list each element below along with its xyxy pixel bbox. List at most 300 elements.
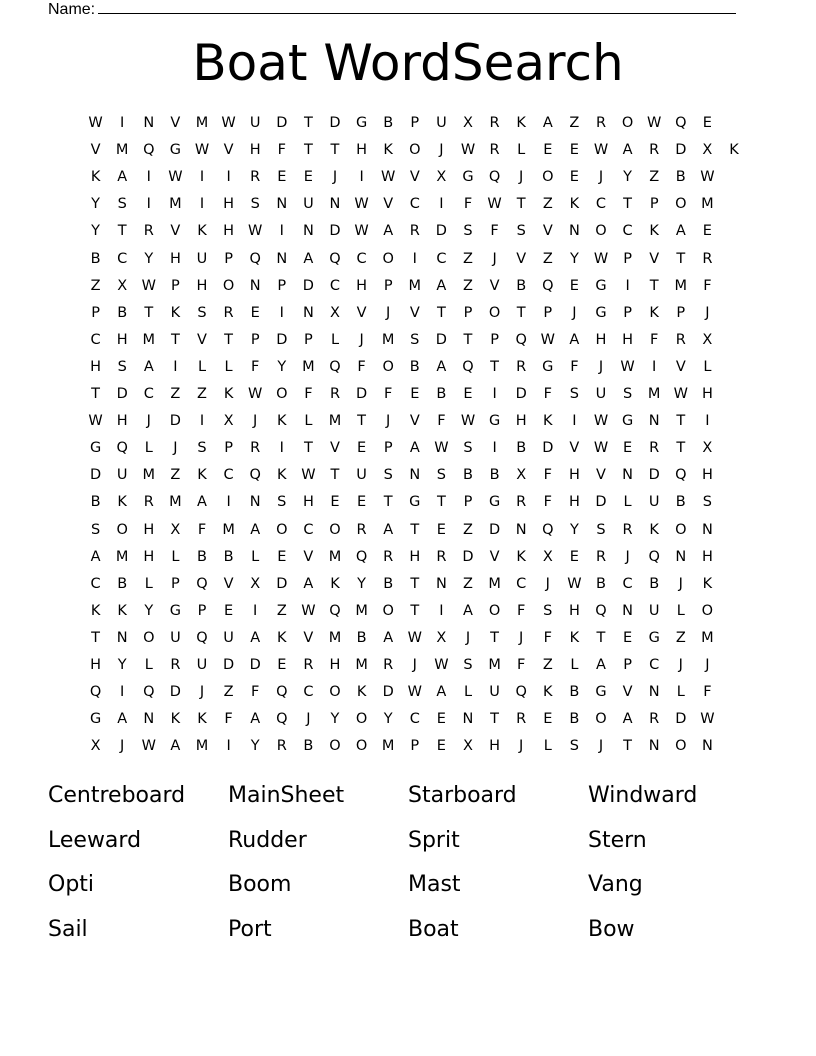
grid-letter: M [408,277,422,294]
grid-letter: R [622,521,633,538]
grid-letter: I [279,223,284,240]
grid-letter: J [705,304,710,321]
grid-letter: B [117,304,128,321]
grid-letter: S [197,440,207,457]
grid-letter: I [253,602,258,619]
grid-letter: X [702,142,713,159]
grid-letter: G [462,169,474,186]
grid-letter: T [676,440,686,457]
grid-letter: K [223,386,234,402]
grid-letter: I [120,115,125,131]
grid-letter: C [622,575,633,592]
word-list-item: Vang [588,872,643,897]
grid-letter: U [356,467,367,484]
grid-letter: H [701,386,713,402]
grid-letter: C [595,196,607,213]
grid-letter: K [702,575,713,592]
grid-letter: W [141,738,156,755]
grid-letter: K [170,304,181,321]
grid-letter: X [436,169,447,186]
grid-letter: R [409,223,420,240]
grid-letter: M [169,494,182,511]
grid-letter: R [649,440,660,457]
grid-letter: Y [250,738,260,755]
grid-letter: G [595,684,607,701]
grid-letter: H [515,413,527,430]
grid-letter: Q [143,142,155,159]
word-list-item: Rudder [228,827,307,853]
grid-letter: Z [463,250,473,267]
grid-letter: X [542,548,553,565]
grid-letter: S [197,304,207,321]
grid-letter: Y [91,196,101,213]
grid-letter: W [248,223,263,240]
grid-letter: E [277,657,287,673]
grid-letter: J [359,331,364,348]
grid-letter: W [88,413,103,430]
grid-letter: B [649,575,660,592]
grid-letter: W [620,358,635,375]
grid-letter: F [543,467,552,484]
grid-letter: O [542,169,554,186]
grid-letter: N [568,223,580,240]
grid-letter: T [170,331,180,348]
grid-letter: H [196,277,208,294]
grid-letter: M [222,521,235,538]
grid-letter: N [701,738,713,755]
grid-letter: A [250,521,261,538]
grid-letter: F [197,521,207,538]
grid-letter: P [383,277,393,294]
grid-letter: T [410,521,420,538]
grid-letter: K [117,602,127,619]
grid-letter: G [488,413,501,430]
grid-letter: W [593,413,609,430]
grid-letter: P [277,277,287,294]
grid-letter: F [277,142,286,159]
grid-letter: S [383,467,393,484]
grid-letter: Y [330,711,340,728]
grid-letter: G [89,440,102,457]
grid-letter: Q [249,467,261,484]
grid-letter: E [436,521,446,538]
grid-letter: G [595,304,607,321]
grid-letter: W [700,169,715,186]
grid-letter: X [702,331,713,348]
grid-letter: A [622,142,633,159]
grid-letter: H [249,142,261,159]
grid-letter: J [199,684,205,701]
grid-letter: L [144,657,153,673]
grid-letter: N [622,467,634,484]
grid-letter: P [463,494,473,511]
grid-letter: M [381,738,395,755]
grid-letter: P [490,331,499,348]
grid-letter: Q [488,169,501,186]
grid-letter: K [197,223,207,240]
grid-letter: J [705,657,710,673]
grid-letter: D [542,440,554,457]
grid-letter: E [702,115,712,131]
grid-letter: X [90,738,101,755]
grid-letter: J [465,629,471,646]
grid-letter: K [729,142,739,159]
grid-letter: B [409,358,420,375]
grid-letter: A [197,494,207,511]
word-list-item: Leeward [48,827,142,853]
grid-letter: N [249,494,261,511]
grid-letter: B [569,684,580,701]
grid-letter: Z [463,575,473,592]
grid-letter: T [91,629,101,646]
grid-letter: W [434,440,449,457]
grid-letter: N [249,277,261,294]
grid-letter: D [169,684,181,701]
grid-letter: F [517,657,526,673]
grid-letter: O [488,602,501,619]
grid-letter: T [410,575,420,592]
grid-letter: B [383,575,394,592]
grid-letter: Z [542,657,553,673]
grid-letter: Y [91,223,101,240]
grid-letter: O [116,521,128,538]
grid-letter: D [675,711,687,728]
grid-letter: E [702,223,712,240]
grid-letter: V [170,223,181,240]
grid-letter: O [488,304,501,321]
grid-letter: D [462,548,474,565]
grid-letter: T [436,304,446,321]
grid-letter: M [302,358,315,375]
grid-letter: A [409,440,420,457]
grid-letter: C [409,196,420,213]
grid-letter: A [569,331,580,348]
grid-letter: B [223,548,234,565]
grid-letter: O [276,386,288,402]
grid-letter: I [279,440,284,457]
grid-letter: B [569,711,580,728]
grid-letter: D [276,331,288,348]
grid-letter: C [90,575,101,592]
grid-letter: D [223,657,235,673]
grid-letter: O [329,738,341,755]
grid-letter: J [146,413,151,430]
grid-letter: B [303,738,314,755]
grid-letter: P [410,115,420,131]
grid-letter: V [622,684,633,701]
grid-letter: O [701,602,714,619]
grid-letter: H [116,413,128,430]
grid-letter: Z [542,250,553,267]
grid-letter: L [623,494,632,511]
grid-letter: I [439,602,444,619]
grid-letter: R [516,711,527,728]
grid-letter: O [595,711,607,728]
grid-letter: L [703,358,712,375]
grid-letter: P [171,575,180,592]
grid-letter: V [409,169,420,186]
grid-letter: P [649,196,659,213]
word-list-item: Boom [228,872,292,897]
grid-letter: N [276,196,288,213]
grid-letter: J [332,169,338,186]
grid-letter: F [304,386,313,402]
grid-letter: S [277,494,287,511]
grid-letter: B [516,277,527,294]
grid-letter: J [519,169,524,186]
grid-letter: K [356,684,367,701]
grid-letter: I [439,196,444,213]
grid-letter: H [356,277,368,294]
grid-letter: X [463,738,473,755]
grid-letter: F [543,494,552,511]
grid-letter: G [542,358,554,375]
grid-letter: T [91,386,101,402]
grid-letter: R [383,657,394,673]
grid-letter: T [490,358,500,375]
grid-letter: B [356,629,367,646]
grid-letter: S [410,331,420,348]
grid-letter: M [674,277,688,294]
grid-letter: Q [116,440,128,457]
grid-letter: V [675,358,686,375]
grid-letter: P [171,277,180,294]
grid-letter: T [516,304,526,321]
grid-letter: O [409,142,421,159]
grid-letter: S [569,386,579,402]
grid-letter: Z [463,277,473,294]
grid-letter: K [170,711,181,728]
grid-letter: R [303,657,314,673]
grid-letter: I [705,413,710,430]
grid-letter: N [648,684,660,701]
grid-letter: S [436,467,446,484]
grid-letter: V [356,304,367,321]
grid-letter: K [543,684,553,701]
grid-letter: R [250,169,261,186]
grid-letter: A [675,223,686,240]
grid-letter: B [90,494,101,511]
grid-letter: N [276,250,288,267]
grid-letter: L [570,657,579,673]
grid-letter: Q [542,277,554,294]
grid-letter: V [223,575,234,592]
grid-letter: Q [675,467,687,484]
grid-letter: D [302,277,314,294]
grid-letter: F [437,413,446,430]
grid-letter: B [436,386,447,402]
grid-letter: R [516,494,527,511]
grid-letter: H [489,738,501,755]
grid-letter: E [277,548,287,565]
word-list-item: Port [228,916,272,942]
grid-letter: J [678,575,683,592]
grid-letter: M [142,331,156,348]
grid-letter: U [196,657,208,673]
grid-letter: S [117,358,127,375]
grid-letter: X [170,521,181,538]
grid-letter: Q [595,602,607,619]
word-list-item: Centreboard [48,783,186,808]
grid-letter: A [143,358,154,375]
grid-letter: T [490,711,500,728]
grid-letter: D [382,684,394,701]
grid-letter: W [540,331,555,348]
grid-letter: T [463,331,473,348]
grid-letter: R [143,494,154,511]
grid-letter: P [304,331,313,348]
grid-letter: G [595,277,607,294]
grid-letter: W [221,115,236,131]
grid-letter: W [141,277,156,294]
grid-letter: K [383,142,393,159]
grid-letter: H [90,657,102,673]
grid-letter: E [357,440,367,457]
grid-letter: Q [675,115,687,131]
grid-letter: L [463,684,473,701]
grid-letter: R [223,304,234,321]
name-blank-line[interactable] [98,0,736,14]
grid-letter: F [463,196,473,213]
grid-letter: T [516,196,526,213]
grid-letter: D [276,115,288,131]
grid-letter: X [702,440,713,457]
grid-letter: B [675,494,686,511]
grid-letter: A [303,250,314,267]
grid-letter: A [436,277,447,294]
grid-letter: J [625,548,630,565]
grid-letter: I [146,169,151,186]
grid-letter: D [675,142,687,159]
grid-letter: Z [649,169,660,186]
grid-letter: M [701,196,714,213]
grid-letter: M [115,548,129,565]
grid-letter: U [196,250,208,267]
grid-letter: R [489,115,500,131]
grid-letter: V [516,250,527,267]
grid-letter: W [407,629,422,646]
grid-letter: T [303,142,313,159]
grid-letter: E [303,169,313,186]
grid-letter: I [625,277,630,294]
grid-letter: M [328,629,342,646]
grid-letter: R [489,142,500,159]
grid-letter: D [648,467,660,484]
grid-letter: H [302,494,314,511]
grid-letter: N [648,413,660,430]
grid-letter: D [356,386,368,402]
grid-letter: M [381,331,395,348]
grid-letter: A [383,223,394,240]
grid-letter: O [329,684,341,701]
grid-letter: D [329,223,341,240]
grid-letter: W [168,169,183,186]
grid-letter: D [435,223,447,240]
grid-letter: J [412,657,417,673]
grid-letter: U [249,115,261,131]
grid-letter: X [223,413,234,430]
grid-letter: E [410,386,420,402]
grid-letter: H [143,521,155,538]
word-list-item: MainSheet [228,783,345,808]
grid-letter: N [515,521,527,538]
grid-letter: X [436,629,447,646]
grid-letter: E [436,711,446,728]
grid-letter: H [409,548,421,565]
grid-letter: X [330,304,340,321]
grid-letter: P [224,440,233,457]
grid-letter: M [488,657,501,673]
grid-letter: M [701,629,714,646]
grid-letter: B [489,467,500,484]
grid-letter: I [492,440,497,457]
grid-letter: I [199,169,205,186]
grid-letter: B [117,575,128,592]
grid-letter: O [675,196,687,213]
grid-letter: Q [329,250,341,267]
grid-letter: C [356,250,367,267]
grid-letter: X [250,575,261,592]
grid-letter: T [436,494,446,511]
grid-letter: F [650,331,659,348]
grid-letter: T [303,115,313,131]
grid-letter: K [516,115,526,131]
grid-letter: D [169,413,181,430]
grid-letter: H [568,494,580,511]
grid-letter: W [88,115,103,131]
grid-letter: T [596,629,606,646]
grid-letter: M [195,115,209,131]
grid-letter: Y [383,711,393,728]
grid-letter: A [463,602,473,619]
grid-letter: X [117,277,128,294]
word-list-item: Opti [48,872,95,897]
grid-letter: R [675,331,686,348]
grid-letter: C [649,657,660,673]
grid-letter: Q [276,711,288,728]
grid-letter: B [463,467,473,484]
grid-letter: E [463,386,473,402]
grid-letter: H [223,223,235,240]
grid-letter: K [277,413,287,430]
grid-letter: N [116,629,128,646]
grid-letter: N [462,711,474,728]
grid-letter: J [678,657,683,673]
grid-letter: D [489,521,501,538]
grid-letter: Z [197,386,207,402]
grid-letter: Y [117,657,127,673]
grid-letter: L [197,358,207,375]
grid-letter: C [90,331,101,348]
grid-letter: F [251,684,260,701]
grid-letter: T [330,467,340,484]
grid-letter: K [569,629,580,646]
grid-letter: C [436,250,447,267]
grid-letter: J [598,358,604,375]
grid-letter: R [356,521,367,538]
grid-letter: J [173,440,178,457]
grid-letter: N [622,602,634,619]
grid-letter: V [489,548,500,565]
grid-letter: H [356,142,368,159]
grid-letter: L [330,331,340,348]
grid-letter: O [621,115,634,131]
grid-letter: R [170,657,181,673]
grid-letter: G [621,413,634,430]
grid-letter: N [302,223,314,240]
grid-letter: J [598,169,604,186]
grid-letter: K [117,494,127,511]
